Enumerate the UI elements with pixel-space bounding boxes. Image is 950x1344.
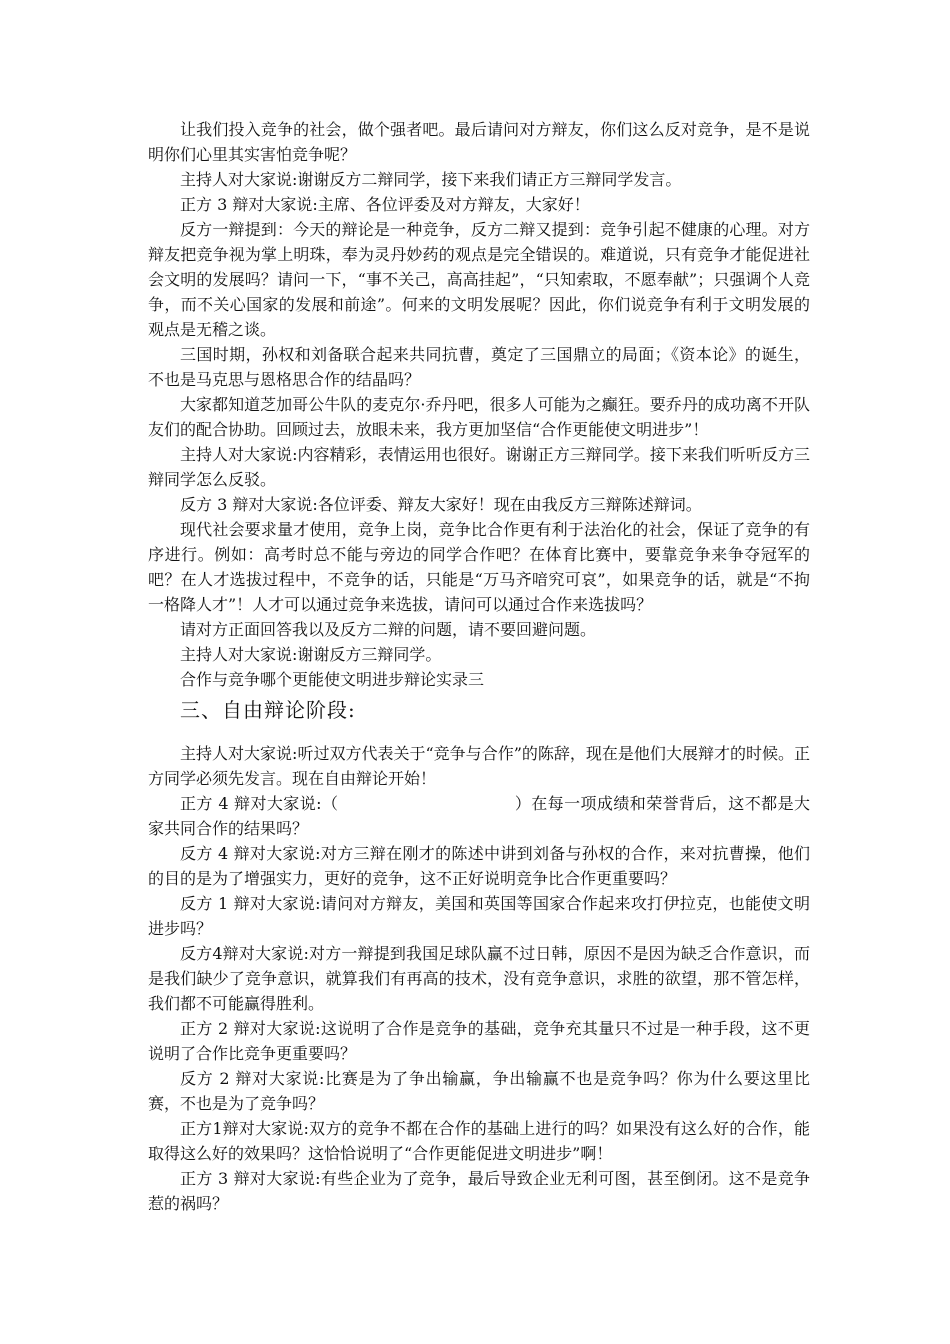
paragraph: 主持人对大家说:谢谢反方三辩同学。 [180, 645, 442, 664]
paragraph: 反方 2 辩对大家说:比赛是为了争出输赢，争出输赢不也是竞争吗？你为什么要这里比赛，不也是为了竞争吗？ [148, 1069, 810, 1113]
paragraph: 让我们投入竞争的社会，做个强者吧。最后请问对方辩友，你们这么反对竞争，是不是说明你们心里其实害怕竞争呢？ [148, 120, 810, 164]
paragraph: 反方一辩提到：今天的辩论是一种竞争，反方二辩又提到：竞争引起不健康的心理。对方辩友把竞争视为掌上明珠，奉为灵丹妙药的观点是完全错误的。难道说，只有竞争才能促进社会文明的发展吗？请问一下，“事不关己，高高挂起”，“只知索取，不愿奉献”；只强调个人竞争，而不关心国家的发展和前途”。何来的文明发展呢？因此，你们说竞争有利于文明发展的观点是无稽之谈。 [148, 220, 810, 339]
paragraph: 现代社会要求量才使用，竞争上岗，竞争比合作更有利于法治化的社会，保证了竞争的有序进行。例如：高考时总不能与旁边的同学合作吧？在体育比赛中，要靠竞争来争夺冠军的吧？在人才选拔过程中，不竞争的话，只能是“万马齐喑究可哀”，如果竞争的话，就是“不拘一格降人才”！人才可以通过竞争来选拔，请问可以通过合作来选拔吗？ [148, 520, 810, 614]
paragraph: 大家都知道芝加哥公牛队的麦克尔·乔丹吧，很多人可能为之癫狂。要乔丹的成功离不开队友们的配合协助。回顾过去，放眼未来，我方更加坚信“合作更能使文明进步”！ [148, 395, 810, 439]
paragraph: 正方 3 辩对大家说:主席、各位评委及对方辩友，大家好！ [180, 195, 590, 214]
paragraph-blank-prefix: 正方 4 辩对大家说:（ [180, 794, 339, 813]
paragraph: 主持人对大家说:听过双方代表关于“竞争与合作”的陈辞，现在是他们大展辩才的时候。正方同学必须先发言。现在自由辩论开始！ [148, 744, 810, 788]
paragraph: 正方1辩对大家说:双方的竞争不都在合作的基础上进行的吗？如果没有这么好的合作，能取得这么好的效果吗？这恰恰说明了“合作更能促进文明进步”啊！ [148, 1119, 810, 1163]
paragraph: 反方4辩对大家说:对方一辩提到我国足球队赢不过日韩，原因不是因为缺乏合作意识，而是我们缺少了竞争意识，就算我们有再高的技术，没有竞争意识，求胜的欲望，那不管怎样，我们都不可能赢得胜利。 [148, 944, 810, 1013]
paragraph: 三国时期，孙权和刘备联合起来共同抗曹，奠定了三国鼎立的局面；《资本论》的诞生，不也是马克思与恩格思合作的结晶吗？ [148, 345, 810, 389]
document-page [148, 117, 810, 1216]
paragraph-blank-suffix: ）在每一项成绩和荣誉背后，这不都是大家共同合作的结果吗？ [148, 794, 810, 838]
paragraph-subtitle: 合作与竞争哪个更能使文明进步辩论实录三 [180, 670, 485, 689]
paragraph: 反方 1 辩对大家说:请问对方辩友，美国和英国等国家合作起来攻打伊拉克，也能使文明进步吗？ [148, 894, 810, 938]
paragraph: 正方 2 辩对大家说:这说明了合作是竞争的基础，竞争充其量只不过是一种手段，这不更说明了合作比竞争更重要吗？ [148, 1019, 810, 1063]
paragraph-with-blank [148, 791, 810, 841]
section-heading: 三、自由辩论阶段: [180, 698, 356, 722]
paragraph: 反方 3 辩对大家说:各位评委、辩友大家好！现在由我反方三辩陈述辩词。 [180, 495, 702, 514]
paragraph: 正方 3 辩对大家说:有些企业为了竞争，最后导致企业无利可图，甚至倒闭。这不是竞争惹的祸吗？ [148, 1169, 810, 1213]
paragraph: 主持人对大家说:谢谢反方二辩同学，接下来我们请正方三辩同学发言。 [180, 170, 682, 189]
paragraph: 主持人对大家说:内容精彩，表情运用也很好。谢谢正方三辩同学。接下来我们听听反方三辩同学怎么反驳。 [148, 445, 810, 489]
paragraph: 请对方正面回答我以及反方二辩的问题，请不要回避问题。 [180, 620, 597, 639]
paragraph: 反方 4 辩对大家说:对方三辩在刚才的陈述中讲到刘备与孙权的合作，来对抗曹操，他们的目的是为了增强实力，更好的竞争，这不正好说明竞争比合作更重要吗？ [148, 844, 810, 888]
